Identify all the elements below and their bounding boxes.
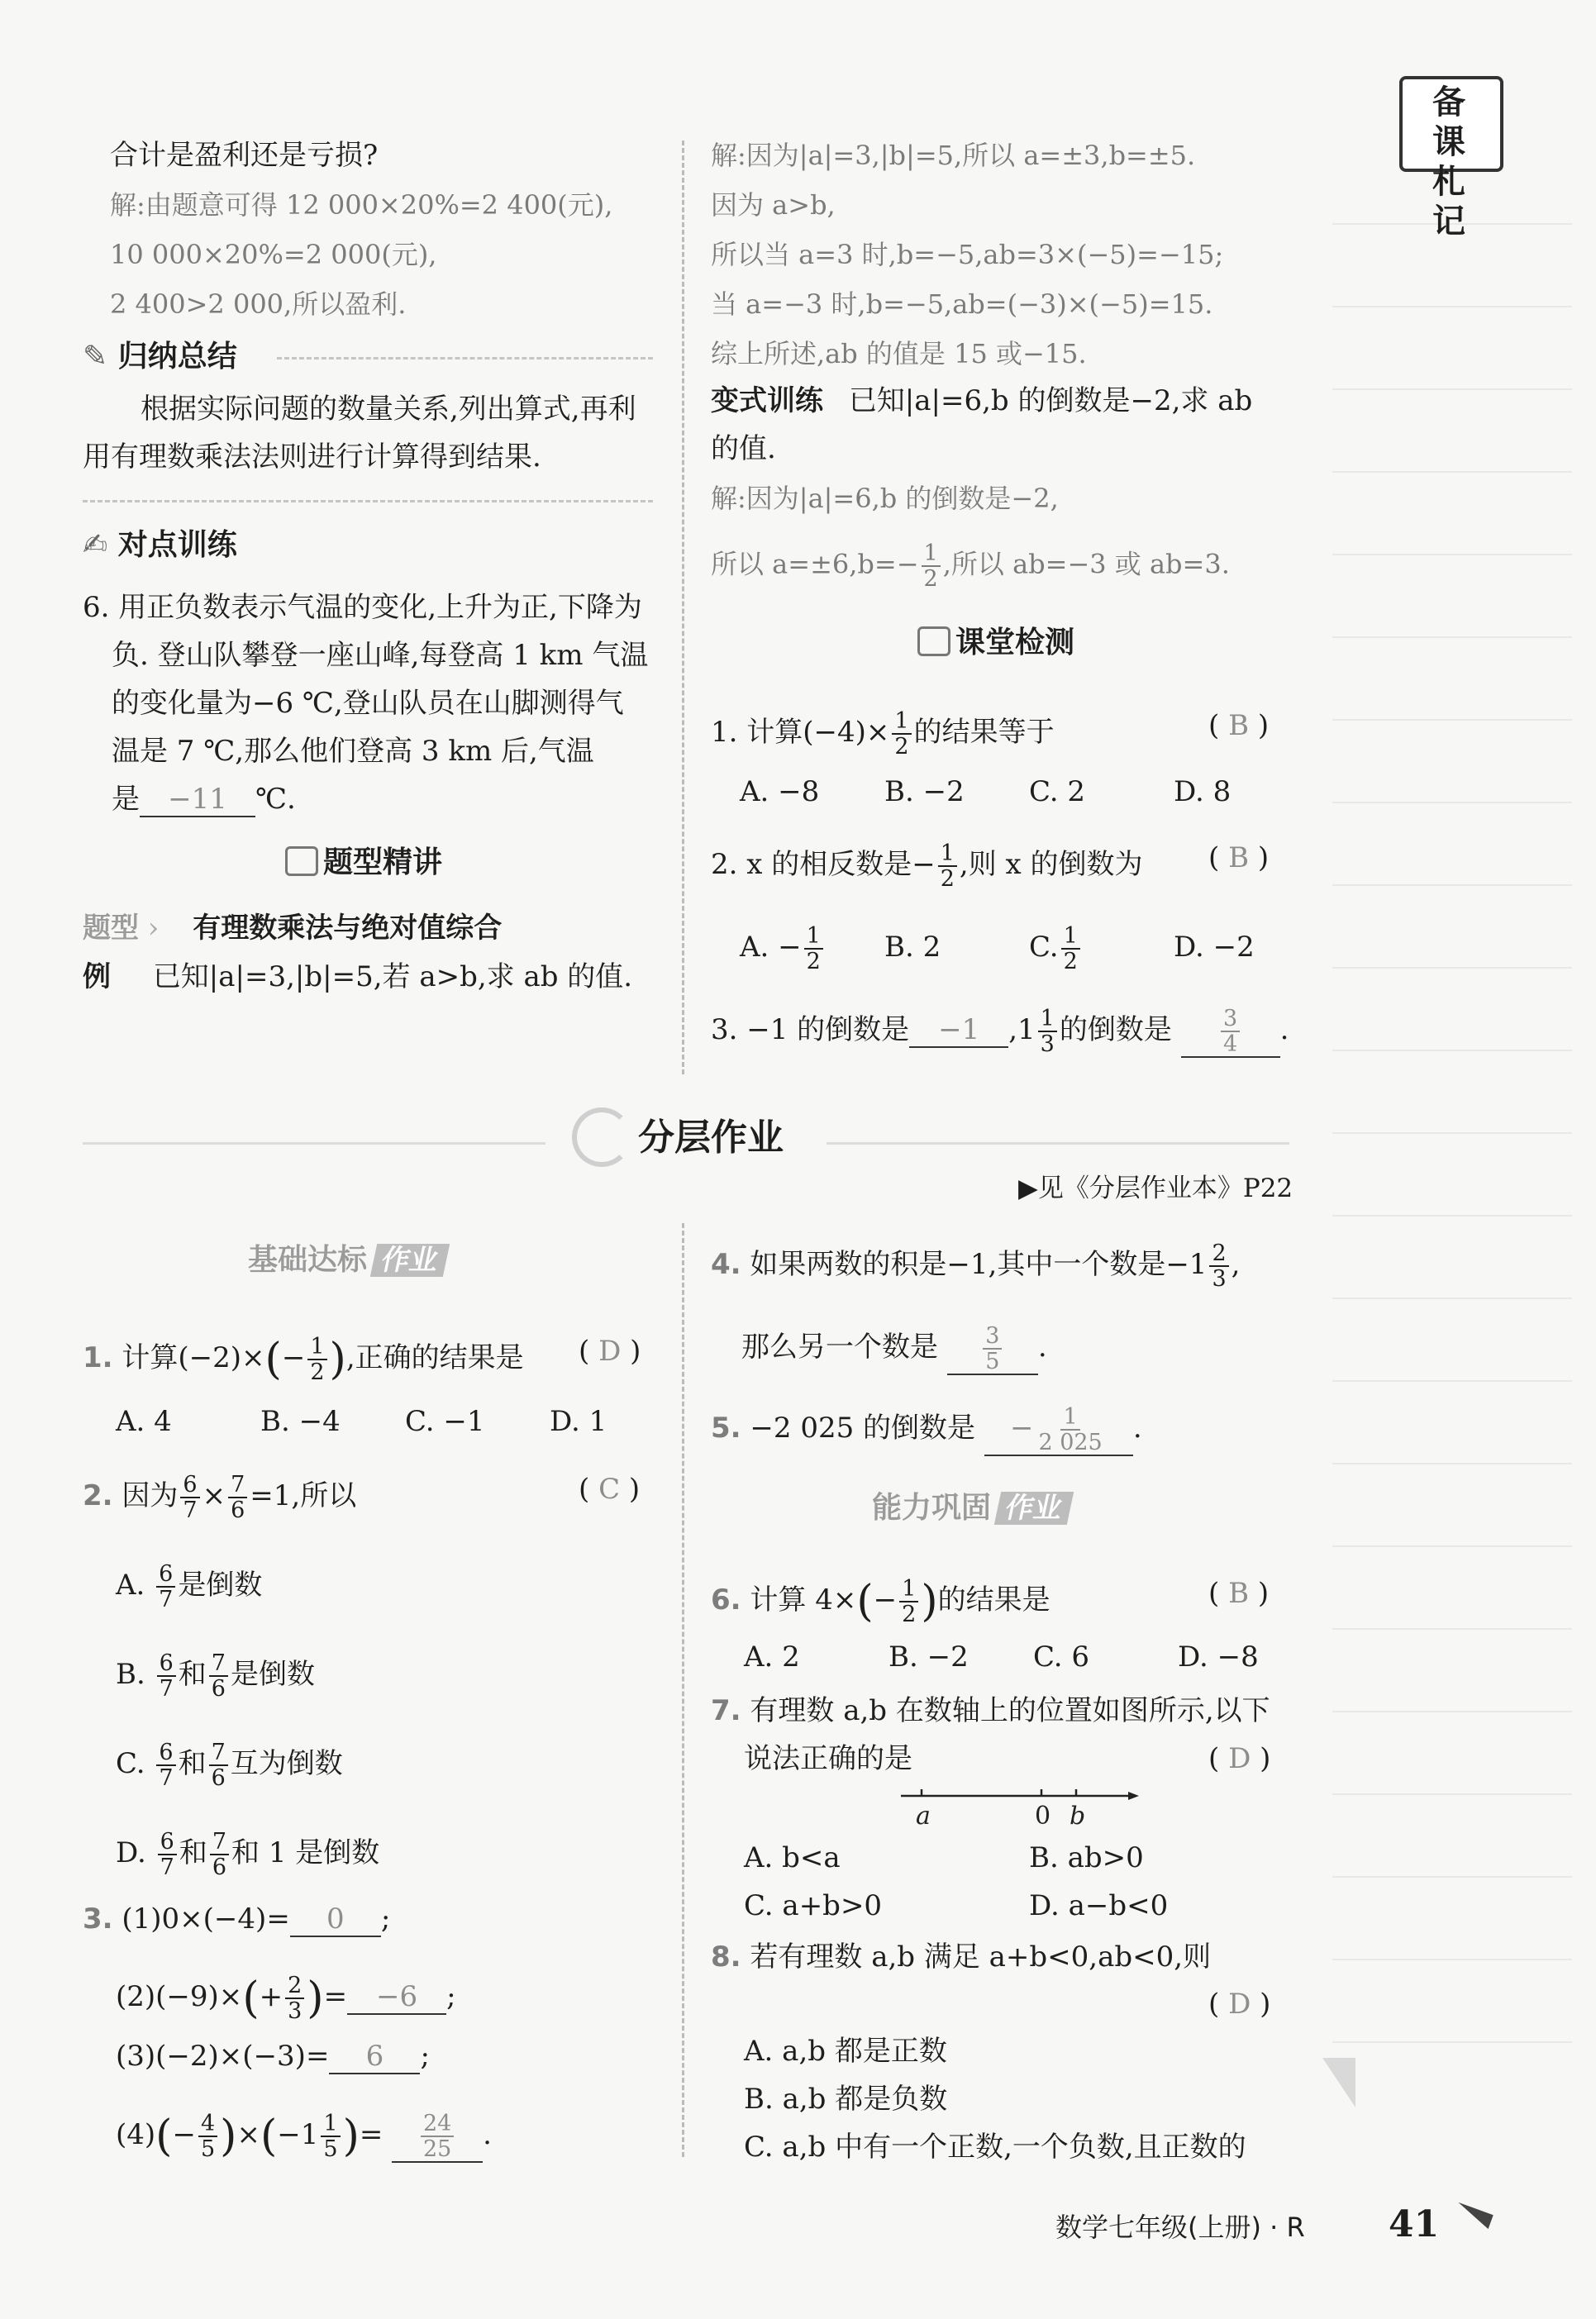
hw-q2-option-c: C. $\frac{6}{7}$ 和 $\frac{7}{6}$ 互为倒数 [116, 1740, 343, 1791]
number-line-arrow-icon [1128, 1792, 1139, 1800]
hw-q6-answer: ( B ) [1208, 1577, 1270, 1610]
page-corner-arrow-icon [1453, 2202, 1493, 2229]
hw-q7-options-row1: A. b<a B. ab>0 [744, 1841, 1144, 1874]
chevron-right-icon: › [139, 912, 160, 945]
q6-line: 6. 用正负数表示气温的变化,上升为正,下降为 [83, 591, 642, 624]
hw-q7-line2: 说法正确的是 [744, 1742, 912, 1775]
hw-q7-options-row2: C. a+b>0 D. a−b<0 [744, 1889, 1169, 1922]
hw-q1: 1. 计算(−2)×(− $\frac{1}{2}$ ),正确的结果是 [83, 1334, 524, 1385]
hw-q3-2-blank: −6 [347, 1980, 446, 2015]
example-label: 例 [83, 960, 111, 993]
practice-title: 对点训练 [117, 528, 237, 562]
check-q3: 3. −1 的倒数是 −1 ,1 $\frac{1}{3}$ 的倒数是 $\frac{3}{4}$ . [711, 1006, 1289, 1057]
hw-q5-blank: − $\frac{1}{2 025}$ [984, 1405, 1133, 1456]
summary-text: 用有理数乘法法则进行计算得到结果. [83, 440, 541, 474]
column-divider-top [682, 140, 684, 1074]
question-tail: 合计是盈利还是亏损? [110, 139, 379, 172]
check-q3-blank-1: −1 [909, 1013, 1008, 1048]
summary-text: 根据实际问题的数量关系,列出算式,再利 [141, 393, 636, 426]
lesson-notes-badge: 备课札记 [1399, 76, 1503, 172]
check-q1-answer: ( B ) [1208, 709, 1270, 742]
variant-solution-2: 所以 a=±6,b=− $\frac{1}{2}$ ,所以 ab=−3 或 ab=3. [711, 540, 1230, 592]
hw-q3-4: (4)(− $\frac{4}{5}$ )×(−1 $\frac{1}{5}$ )= $\frac{24}{25}$ . [116, 2111, 492, 2162]
footer-book-title: 数学七年级(上册) · R [1055, 2212, 1305, 2243]
variant-label: 变式训练 [711, 384, 823, 417]
example-text: 已知|a|=3,|b|=5,若 a>b,求 ab 的值. [152, 960, 633, 993]
solution-line: 因为 a>b, [711, 189, 836, 221]
solution-line: 所以当 a=3 时,b=−5,ab=3×(−5)=−15; [711, 239, 1224, 270]
hw-q3-2: (2)(−9)×(+ $\frac{2}{3}$ )= −6 ; [116, 1973, 456, 2024]
hw-q8-answer: ( D ) [1208, 1988, 1271, 2021]
solution-line: 综上所述,ab 的值是 15 或−15. [711, 338, 1087, 369]
hw-q6: 6. 计算 4×(− $\frac{1}{2}$ )的结果是 [711, 1576, 1051, 1627]
solution-line: 解:因为|a|=3,|b|=5,所以 a=±3,b=±5. [711, 140, 1196, 171]
variant-line-2: 的值. [711, 432, 776, 465]
label-zero: 0 [1035, 1802, 1051, 1831]
check-q3-blank-2: $\frac{3}{4}$ [1181, 1007, 1280, 1058]
q6-answer-blank: −11 [140, 783, 255, 817]
example-line [83, 960, 632, 993]
summary-divider [277, 357, 653, 360]
hw-q3-1: 3. (1)0×(−4)= 0 ; [83, 1902, 391, 1936]
label-b: b [1070, 1802, 1086, 1831]
hw-q8: 8. 若有理数 a,b 满足 a+b<0,ab<0,则 [711, 1940, 1212, 1974]
hw-q1-answer: ( D ) [579, 1335, 641, 1368]
type-line [83, 912, 502, 945]
section-heading-type-lecture: 题型精讲 [285, 846, 442, 879]
hw-q3-3-blank: 6 [329, 2040, 420, 2074]
banner-line-right [827, 1142, 1289, 1145]
hw-q3-1-blank: 0 [290, 1902, 381, 1937]
corner-decoration [1322, 2058, 1355, 2107]
type-label: 题型 [83, 912, 139, 945]
q6-line: 的变化量为−6 ℃,登山队员在山脚测得气 [112, 687, 624, 720]
homework-reference: ▶见《分层作业本》P22 [1018, 1174, 1293, 1203]
column-divider-bottom [682, 1223, 684, 2157]
hw-q6-options: A. 2 B. −2 C. 6 D. −8 [744, 1640, 1259, 1674]
section-icon [285, 846, 318, 876]
hw-q8-option-b: B. a,b 都是负数 [744, 2083, 948, 2116]
hw-q2-option-d: D. $\frac{6}{7}$ 和 $\frac{7}{6}$ 和 1 是倒数 [116, 1829, 380, 1880]
section-icon [917, 626, 950, 656]
hw-q2: 2. 因为 $\frac{6}{7}$ × $\frac{7}{6}$ =1,所以 [83, 1472, 357, 1523]
banner-line-left [83, 1142, 545, 1145]
practice-heading [83, 529, 237, 562]
hw-q2-answer: ( C ) [579, 1473, 641, 1506]
summary-divider-bottom [83, 500, 653, 502]
hw-q2-option-a: A. $\frac{6}{7}$ 是倒数 [116, 1561, 263, 1612]
hw-q4: 4. 如果两数的积是−1,其中一个数是−1 $\frac{2}{3}$ , [711, 1240, 1241, 1292]
check-q2-answer: ( B ) [1208, 841, 1270, 874]
hw-q7-answer: ( D ) [1208, 1742, 1271, 1775]
pencil-icon: ✍ [83, 528, 108, 562]
summary-heading [83, 340, 237, 374]
solution-line: 当 a=−3 时,b=−5,ab=(−3)×(−5)=15. [711, 288, 1213, 320]
variant-line: 变式训练 已知|a|=6,b 的倒数是−2,求 ab [711, 384, 1253, 417]
ability-level-heading: 能力巩固 作业 [872, 1492, 1070, 1525]
q6-last-line: 是 −11 ℃. [112, 783, 296, 816]
q6-line: 温是 7 ℃,那么他们登高 3 km 后,气温 [112, 735, 594, 768]
section-heading-class-check: 课堂检测 [917, 626, 1074, 660]
hw-q3-3: (3)(−2)×(−3)= 6 ; [116, 2040, 430, 2073]
basic-level-heading: 基础达标 作业 [248, 1244, 446, 1277]
hw-q2-option-b: B. $\frac{6}{7}$ 和 $\frac{7}{6}$ 是倒数 [116, 1650, 315, 1702]
hw-q8-option-a: A. a,b 都是正数 [744, 2035, 947, 2068]
banner-swirl-icon [572, 1107, 631, 1167]
page-number: 41 [1389, 2203, 1440, 2245]
leaf-icon: ✎ [83, 340, 108, 374]
type-name: 有理数乘法与绝对值综合 [193, 912, 503, 945]
label-a: a [916, 1802, 931, 1831]
q6-line: 负. 登山队攀登一座山峰,每登高 1 km 气温 [112, 639, 649, 672]
solution-line: 解:由题意可得 12 000×20%=2 400(元), [110, 189, 613, 221]
hw-q5: 5. −2 025 的倒数是 − $\frac{1}{2 025}$ . [711, 1404, 1142, 1455]
solution-line: 10 000×20%=2 000(元), [110, 239, 437, 270]
summary-title: 归纳总结 [117, 340, 237, 374]
hw-q3-4-blank: $\frac{24}{25}$ [392, 2112, 483, 2163]
solution-line: 2 400>2 000,所以盈利. [110, 288, 407, 320]
hw-q4-blank: $\frac{3}{5}$ [947, 1324, 1038, 1375]
homework-title: 分层作业 [638, 1117, 784, 1159]
check-q2-options: A. − $\frac{1}{2}$ B. 2 C. $\frac{1}{2}$ D. −2 [740, 923, 1255, 974]
hw-q4-line2: 那么另一个数是 $\frac{3}{5}$ . [741, 1323, 1047, 1374]
check-q1: 1. 计算(−4)× $\frac{1}{2}$ 的结果等于 [711, 708, 1055, 760]
number-line [893, 1781, 1141, 1839]
check-q1-options: A. −8 B. −2 C. 2 D. 8 [740, 775, 1232, 808]
variant-solution-1: 解:因为|a|=6,b 的倒数是−2, [711, 483, 1059, 514]
hw-q1-options: A. 4 B. −4 C. −1 D. 1 [116, 1405, 607, 1438]
check-q2: 2. x 的相反数是− $\frac{1}{2}$ ,则 x 的倒数为 [711, 840, 1143, 892]
hw-q7: 7. 有理数 a,b 在数轴上的位置如图所示,以下 [711, 1694, 1270, 1727]
hw-q8-option-c: C. a,b 中有一个正数,一个负数,且正数的 [744, 2131, 1246, 2164]
